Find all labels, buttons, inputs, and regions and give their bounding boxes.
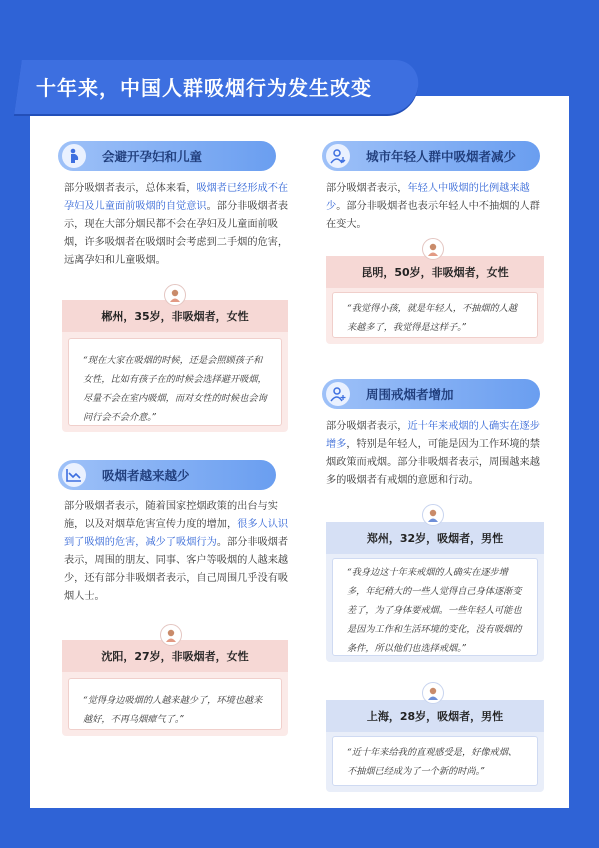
section-heading-young — [322, 141, 540, 171]
trend-down-chart-icon — [62, 463, 86, 487]
paragraph-text: 部分吸烟者表示，总体来看， — [64, 183, 197, 194]
section-heading-fewer — [58, 460, 276, 490]
paragraph-highlight: 近十年来戒烟的人确实在逐步增多 — [326, 421, 540, 450]
section-paragraph-fewer — [64, 498, 290, 606]
paragraph-text: ，特别是年轻人，可能是因为工作环境的禁烟政策而戒烟。部分非吸烟者表示，周围越来越多的吸烟者有戒烟的意愿和行动。 — [326, 439, 540, 486]
section-heading-label: 周围戒烟者增加 — [366, 387, 454, 402]
quote-card-chenzhou — [62, 300, 288, 432]
quote-card-body — [332, 736, 538, 786]
quote-card-attribution: 上海，28岁，吸烟者，男性 — [326, 700, 544, 732]
quote-card-kunming — [326, 256, 544, 344]
section-heading-label: 城市年轻人群中吸烟者减少 — [366, 149, 517, 164]
pregnant-woman-icon — [62, 144, 86, 168]
section-heading-pregnant — [58, 141, 276, 171]
section-paragraph-young — [326, 180, 544, 234]
quote-card-attribution: 沈阳，27岁，非吸烟者，女性 — [62, 640, 288, 672]
paragraph-text: 部分吸烟者表示， — [326, 183, 408, 194]
paragraph-text: 。部分非吸烟者也表示年轻人中不抽烟的人群在变大。 — [326, 201, 540, 230]
quote-text: “现在大家在吸烟的时候，还是会照顾孩子和女性，比如有孩子在的时候会选择避开吸烟，尽量不会在室内吸烟，而对女性的时候也会询问行会不会介意。” — [83, 355, 267, 423]
quote-card-shenyang — [62, 640, 288, 736]
paragraph-text: 部分吸烟者表示，随着国家控烟政策的出台与实施，以及对烟草危害宣传力度的增加， — [64, 501, 278, 530]
paragraph-highlight: 年轻人中吸烟的比例越来越少 — [326, 183, 530, 212]
paragraph-text: 。部分非吸烟者表示，现在大部分烟民都不会在孕妇及儿童面前吸烟，许多吸烟者在吸烟时会考虑到二手烟的危害，远离孕妇和儿童吸烟。 — [64, 201, 289, 266]
female-avatar-icon — [160, 624, 182, 646]
male-avatar-icon — [422, 504, 444, 526]
section-heading-label: 会避开孕妇和儿童 — [102, 149, 203, 164]
section-heading-label: 吸烟者越来越少 — [102, 468, 190, 483]
quote-card-body — [68, 338, 282, 426]
quote-text: “近十年来给我的直观感受是，好像戒烟、不抽烟已经成为了一个新的时尚。” — [347, 747, 518, 777]
paragraph-highlight: 很多人认识到了吸烟的危害，减少了吸烟行为 — [64, 519, 289, 548]
quote-card-body — [332, 558, 538, 656]
quote-card-shanghai — [326, 700, 544, 792]
section-heading-quit — [322, 379, 540, 409]
female-avatar-icon — [164, 284, 186, 306]
page-title: 十年来，中国人群吸烟行为发生改变 — [36, 76, 372, 100]
quote-text: “我身边这十年来戒烟的人确实在逐步增多，年纪稍大的一些人觉得自己身体逐渐变差了，为了身体要戒烟。一些年轻人可能也是因为工作和生活环境的变化，没有吸烟的条件，所以他们也选择戒烟。” — [347, 567, 522, 654]
quote-text: “我觉得小孩，就是年轻人，不抽烟的人越来越多了，我觉得是这样子。” — [347, 303, 518, 333]
young-person-down-icon — [326, 144, 350, 168]
quote-card-attribution: 郑州，32岁，吸烟者，男性 — [326, 522, 544, 554]
section-paragraph-pregnant — [64, 180, 290, 270]
paragraph-highlight: 吸烟者已经形成不在孕妇及儿童面前吸烟的自觉意识 — [64, 183, 289, 212]
quote-card-zhengzhou — [326, 522, 544, 662]
quote-card-body — [332, 292, 538, 338]
quote-card-attribution: 昆明，50岁，非吸烟者，女性 — [326, 256, 544, 288]
female-avatar-icon — [422, 238, 444, 260]
quote-text: “觉得身边吸烟的人越来越少了，环境也越来越好，不再乌烟瘴气了。” — [83, 695, 263, 725]
section-paragraph-quit — [326, 418, 544, 490]
quote-card-body — [68, 678, 282, 730]
paragraph-text: 部分吸烟者表示， — [326, 421, 408, 432]
male-avatar-icon — [422, 682, 444, 704]
person-add-icon — [326, 382, 350, 406]
paragraph-text: 。部分非吸烟者表示，周围的朋友、同事、客户等吸烟的人越来越少，还有部分非吸烟者表示，自己周围几乎没有吸烟人士。 — [64, 537, 289, 602]
quote-card-attribution: 郴州，35岁，非吸烟者，女性 — [62, 300, 288, 332]
